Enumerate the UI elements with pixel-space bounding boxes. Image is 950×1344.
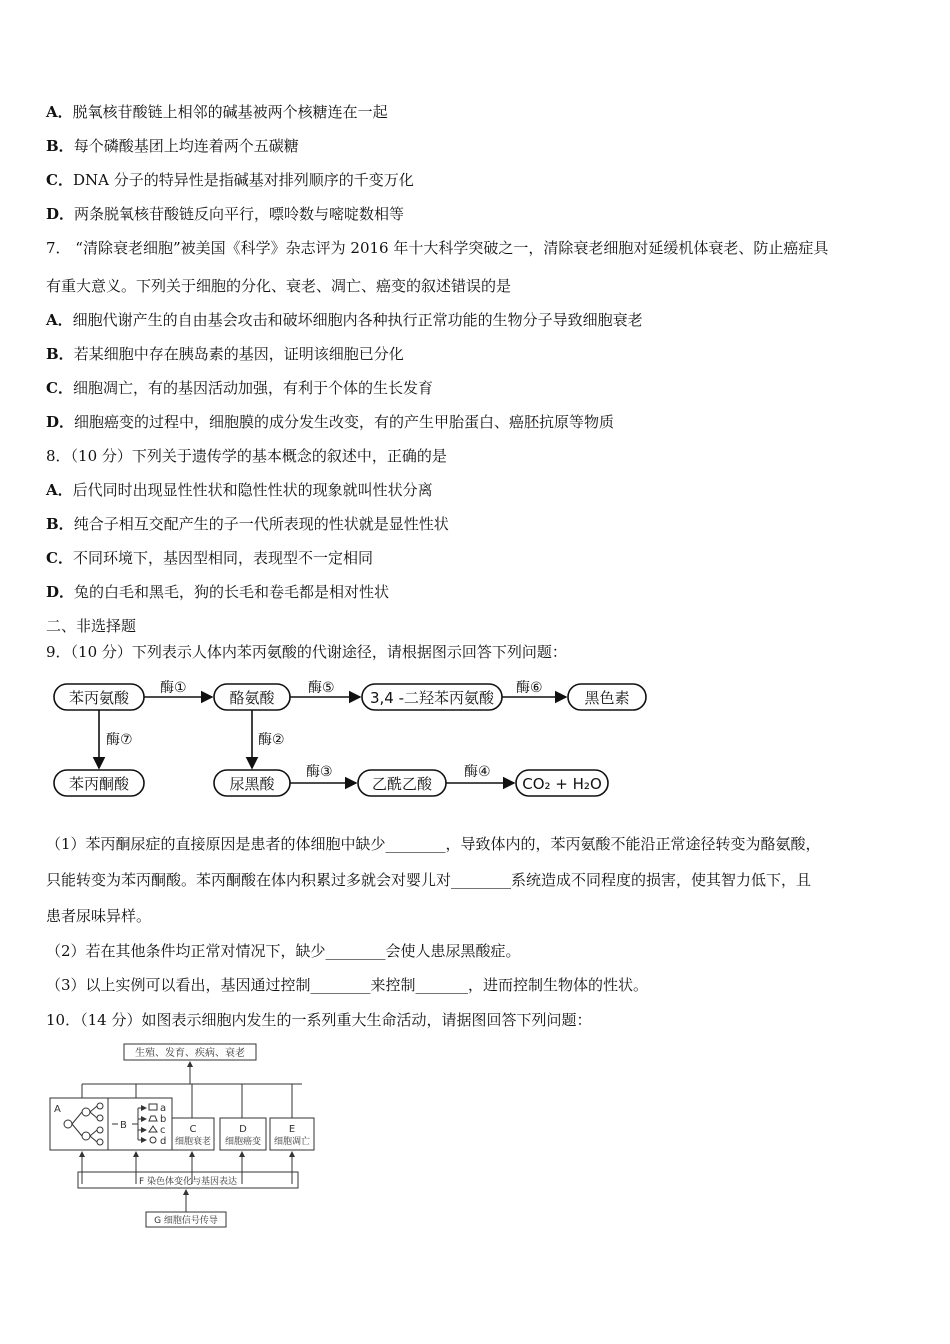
q9-part1-line1: （1）苯丙酮尿症的直接原因是患者的体细胞中缺少________，导致体内的，苯丙氨酸不能沿正常途径转变为酪氨酸，	[46, 835, 821, 853]
label-small-b: b	[160, 1114, 167, 1125]
q10-stem: 10．（14 分）如图表示细胞内发生的一系列重大生命活动，请据图回答下列问题：	[46, 1011, 592, 1029]
q7-option-a: A．细胞代谢产生的自由基会攻击和破坏细胞内各种执行正常功能的生物分子导致细胞衰老	[46, 311, 643, 329]
label-e-text: 细胞凋亡	[273, 1137, 311, 1147]
phenylalanine-pathway-diagram	[50, 674, 650, 806]
label-melanin: 黑色素	[584, 689, 630, 707]
q9-stem: 9．（10 分）下列表示人体内苯丙氨酸的代谢途径，请根据图示回答下列问题：	[46, 643, 567, 661]
label-phenylpyruvate: 苯丙酮酸	[68, 775, 130, 793]
q8-option-b: B．纯合子相互交配产生的子一代所表现的性状就是显性性状	[46, 515, 449, 533]
label-enzyme-1: 酶①	[160, 680, 187, 696]
label-tyrosine: 酪氨酸	[229, 689, 275, 707]
label-homogentisate: 尿黑酸	[229, 775, 275, 793]
label-small-d: d	[160, 1136, 167, 1147]
label-enzyme-2: 酶②	[258, 732, 285, 748]
label-enzyme-4: 酶④	[464, 764, 491, 780]
label-b: B	[120, 1120, 127, 1131]
q9-part1-line3: 患者尿味异样。	[46, 907, 152, 925]
label-phenylalanine: 苯丙氨酸	[68, 689, 130, 707]
q7-option-c: C．细胞凋亡，有的基因活动加强，有利于个体的生长发育	[46, 379, 433, 397]
q8-stem: 8．（10 分）下列关于遗传学的基本概念的叙述中，正确的是	[46, 447, 447, 465]
label-a: A	[54, 1104, 61, 1115]
label-small-a: a	[160, 1103, 167, 1114]
q9-part1-line2: 只能转变为苯丙酮酸。苯丙酮酸在体内积累过多就会对婴儿对________系统造成不同程度的损害，使其智力低下，且	[46, 871, 812, 889]
label-enzyme-3: 酶③	[306, 764, 333, 780]
label-g: G 细胞信号传导	[154, 1216, 218, 1226]
q6-option-d: D．两条脱氧核苷酸链反向平行，嘌呤数与嘧啶数相等	[46, 205, 405, 223]
q6-option-a: A．脱氧核苷酸链上相邻的碱基被两个核糖连在一起	[46, 103, 388, 121]
q6-option-b: B．每个磷酸基团上均连着两个五碳糖	[46, 137, 299, 155]
label-co2-h2o: CO₂ + H₂O	[522, 775, 602, 793]
q8-option-a: A．后代同时出现显性性状和隐性性状的现象就叫性状分离	[46, 481, 433, 499]
q6-option-c: C．DNA 分子的特异性是指碱基对排列顺序的千变万化	[46, 171, 414, 189]
q7-option-b: B．若某细胞中存在胰岛素的基因，证明该细胞已分化	[46, 345, 404, 363]
q9-part3: （3）以上实例可以看出，基因通过控制________来控制_______，进而控制生物体的性状。	[46, 976, 649, 994]
label-c-text: 细胞衰老	[174, 1137, 212, 1147]
label-d-text: 细胞癌变	[224, 1137, 262, 1147]
label-enzyme-5: 酶⑤	[308, 680, 335, 696]
q7-stem-line1: 7． “清除衰老细胞”被美国《科学》杂志评为 2016 年十大科学突破之一，清除衰老细胞对延缓机体衰老、防止癌症具	[46, 239, 829, 257]
label-e-key: E	[288, 1124, 296, 1135]
label-dopa: 3,4 -二羟苯丙氨酸	[369, 689, 495, 707]
label-f: F 染色体变化与基因表达	[138, 1177, 238, 1187]
label-enzyme-7: 酶⑦	[106, 732, 133, 748]
q8-option-d: D．兔的白毛和黑毛，狗的长毛和卷毛都是相对性状	[46, 583, 390, 601]
label-small-c: c	[160, 1125, 166, 1136]
q8-option-c: C．不同环境下，基因型相同，表现型不一定相同	[46, 549, 373, 567]
section-heading: 二、非选择题	[46, 617, 137, 635]
q9-part2: （2）若在其他条件均正常对情况下，缺少________会使人患尿黑酸症。	[46, 942, 521, 960]
q7-stem-line2: 有重大意义。下列关于细胞的分化、衰老、凋亡、癌变的叙述错误的是	[46, 277, 512, 295]
q7-option-d: D．细胞癌变的过程中，细胞膜的成分发生改变，有的产生甲胎蛋白、癌胚抗原等物质	[46, 413, 615, 431]
cell-activities-diagram	[46, 1040, 318, 1230]
label-top: 生殖、发育、疾病、衰老	[135, 1048, 245, 1059]
label-d-key: D	[239, 1124, 247, 1135]
label-acetoacetate: 乙酰乙酸	[371, 775, 433, 793]
label-c-key: C	[189, 1124, 197, 1135]
label-enzyme-6: 酶⑥	[516, 680, 543, 696]
